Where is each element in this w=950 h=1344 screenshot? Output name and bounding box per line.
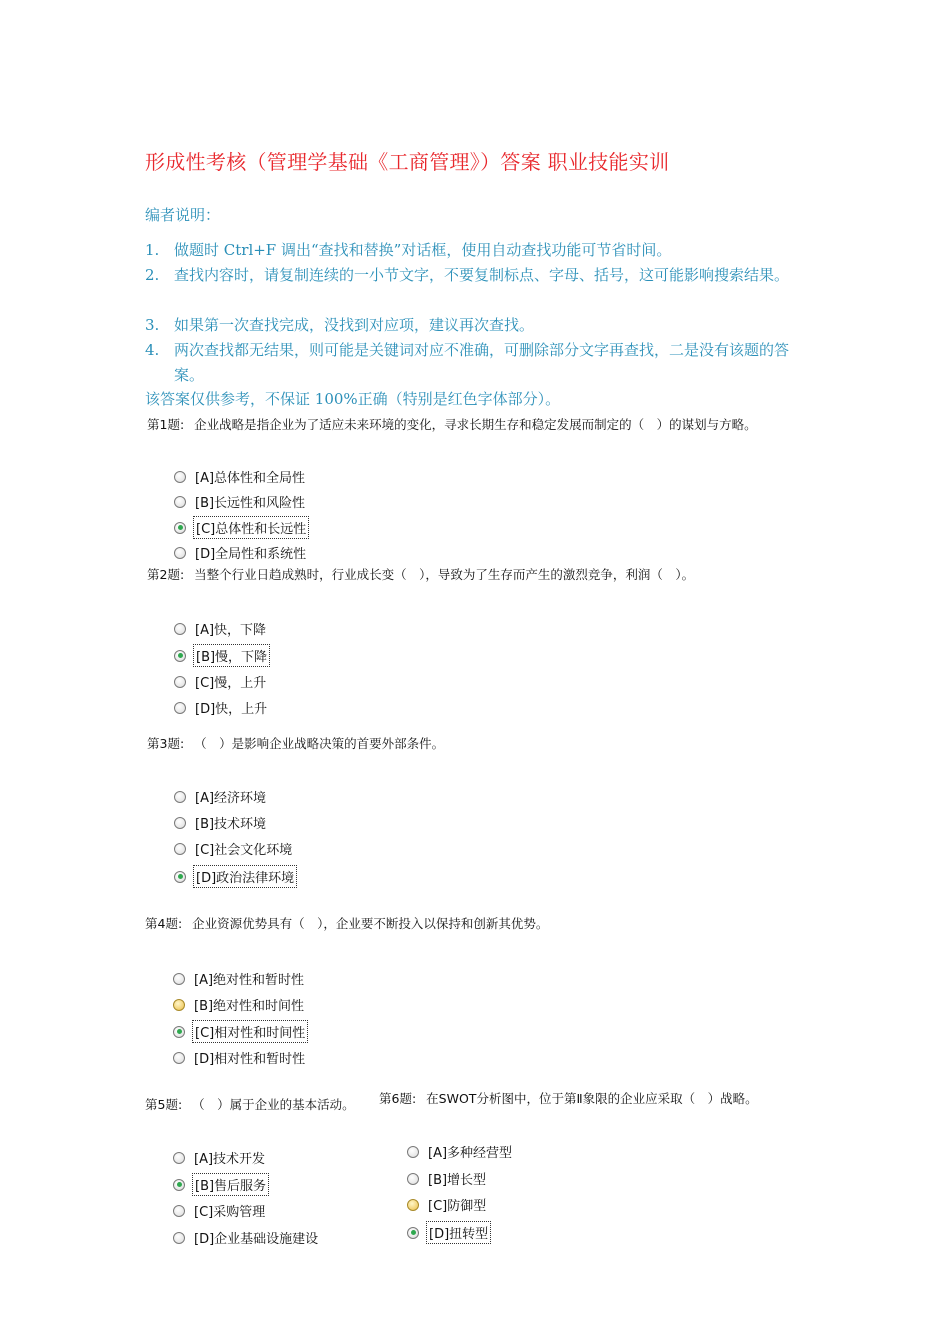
note-text: 两次查找都无结果，则可能是关键词对应不准确，可删除部分文字再查找，二是没有该题的答案。 <box>174 341 790 384</box>
question-3 <box>147 734 444 752</box>
option-row[interactable] <box>173 1047 307 1068</box>
option-row[interactable] <box>174 644 270 667</box>
question-number: 第1题: <box>147 417 185 432</box>
note-item <box>145 338 805 388</box>
radio-icon[interactable] <box>174 471 186 483</box>
option-label: [C]总体性和长远性 <box>193 516 309 539</box>
option-row[interactable] <box>174 671 268 692</box>
note-item <box>145 238 805 263</box>
question-text: 当整个行业日趋成熟时，行业成长变（ ），导致为了生存而产生的激烈竞争，利润（ ）。 <box>194 567 695 582</box>
option-label: [A]绝对性和暂时性 <box>194 973 305 988</box>
radio-icon[interactable] <box>174 791 186 803</box>
question-4 <box>145 914 548 932</box>
option-label: [A]快，下降 <box>195 623 267 638</box>
option-row[interactable] <box>173 968 306 989</box>
radio-icon[interactable] <box>174 496 186 508</box>
option-label: [A]总体性和全局性 <box>195 471 306 486</box>
note-text: 如果第一次查找完成，没找到对应项，建议再次查找。 <box>174 316 535 334</box>
option-label: [C]慢，上升 <box>195 676 267 691</box>
radio-icon[interactable] <box>173 973 185 985</box>
question-2 <box>147 565 694 583</box>
option-row[interactable] <box>407 1221 491 1244</box>
question-number: 第4题: <box>145 916 183 931</box>
note-number: 1. <box>145 241 160 259</box>
option-label: [B]慢，下降 <box>193 644 270 667</box>
document-title: 形成性考核（管理学基础《工商管理》）答案 职业技能实训 <box>145 150 670 174</box>
option-row[interactable] <box>174 786 268 807</box>
option-row[interactable] <box>174 697 269 718</box>
radio-icon[interactable] <box>174 676 186 688</box>
question-text: （ ）属于企业的基本活动。 <box>192 1097 355 1112</box>
option-row[interactable] <box>173 1020 308 1043</box>
option-label: [B]绝对性和时间性 <box>194 999 305 1014</box>
option-row[interactable] <box>174 865 297 888</box>
option-row[interactable] <box>173 1227 320 1248</box>
question-1 <box>147 415 757 433</box>
note-number: 4. <box>145 341 160 359</box>
option-row[interactable] <box>174 491 307 512</box>
option-label: [D]快，上升 <box>195 702 268 717</box>
option-label: [C]防御型 <box>428 1199 487 1214</box>
radio-checked-icon[interactable] <box>173 1026 185 1038</box>
option-row[interactable] <box>173 1173 269 1196</box>
note-number: 3. <box>145 316 160 334</box>
question-6 <box>379 1089 758 1107</box>
radio-checked-icon[interactable] <box>174 871 186 883</box>
radio-icon[interactable] <box>407 1199 419 1211</box>
radio-icon[interactable] <box>174 843 186 855</box>
question-text: 企业战略是指企业为了适应未来环境的变化，寻求长期生存和稳定发展而制定的（ ）的谋划与方略。 <box>194 417 757 432</box>
option-label: [B]增长型 <box>428 1173 487 1188</box>
option-label: [B]技术环境 <box>195 817 267 832</box>
radio-icon[interactable] <box>173 1052 185 1064</box>
radio-icon[interactable] <box>174 702 186 714</box>
option-row[interactable] <box>174 466 307 487</box>
radio-icon[interactable] <box>173 1152 185 1164</box>
question-number: 第2题: <box>147 567 185 582</box>
radio-icon[interactable] <box>174 817 186 829</box>
radio-icon[interactable] <box>174 547 186 559</box>
radio-icon[interactable] <box>174 623 186 635</box>
radio-checked-icon[interactable] <box>174 522 186 534</box>
option-row[interactable] <box>173 1200 267 1221</box>
radio-icon[interactable] <box>173 1205 185 1217</box>
option-row[interactable] <box>174 542 308 563</box>
radio-icon[interactable] <box>173 1232 185 1244</box>
option-label: [A]经济环境 <box>195 791 267 806</box>
radio-icon[interactable] <box>407 1173 419 1185</box>
option-label: [D]企业基础设施建设 <box>194 1232 319 1247</box>
option-row[interactable] <box>174 516 309 539</box>
radio-checked-icon[interactable] <box>174 650 186 662</box>
option-row[interactable] <box>173 994 306 1015</box>
editor-notes-heading: 编者说明： <box>145 206 221 224</box>
option-row[interactable] <box>174 618 268 639</box>
option-label: [D]全局性和系统性 <box>195 547 307 562</box>
option-label: [C]相对性和时间性 <box>192 1020 308 1043</box>
question-text: 在SWOT分析图中，位于第Ⅱ象限的企业应采取（ ）战略。 <box>426 1091 758 1106</box>
option-label: [B]长远性和风险性 <box>195 496 306 511</box>
radio-icon[interactable] <box>407 1146 419 1158</box>
option-label: [D]扭转型 <box>426 1221 491 1244</box>
note-text: 查找内容时，请复制连续的一小节文字，不要复制标点、字母、括号，这可能影响搜索结果。 <box>174 266 790 284</box>
option-label: [B]售后服务 <box>192 1173 269 1196</box>
option-row[interactable] <box>407 1141 514 1162</box>
radio-checked-icon[interactable] <box>173 1179 185 1191</box>
question-number: 第5题: <box>145 1097 183 1112</box>
option-label: [A]多种经营型 <box>428 1146 513 1161</box>
disclaimer: 该答案仅供参考，不保证 100%正确（特别是红色字体部分）。 <box>145 390 561 408</box>
question-number: 第6题: <box>379 1091 417 1106</box>
option-label: [C]采购管理 <box>194 1205 266 1220</box>
question-5 <box>145 1095 355 1113</box>
option-row[interactable] <box>174 838 294 859</box>
radio-icon[interactable] <box>173 999 185 1011</box>
question-text: （ ）是影响企业战略决策的首要外部条件。 <box>194 736 445 751</box>
option-row[interactable] <box>173 1147 267 1168</box>
option-label: [C]社会文化环境 <box>195 843 293 858</box>
option-row[interactable] <box>407 1194 488 1215</box>
option-row[interactable] <box>174 812 268 833</box>
option-row[interactable] <box>407 1168 488 1189</box>
note-text: 做题时 Ctrl+F 调出“查找和替换”对话框，使用自动查找功能可节省时间。 <box>174 241 672 259</box>
note-item <box>145 313 805 338</box>
question-number: 第3题: <box>147 736 185 751</box>
note-item <box>145 263 805 288</box>
option-label: [A]技术开发 <box>194 1152 266 1167</box>
option-label: [D]政治法律环境 <box>193 865 297 888</box>
radio-checked-icon[interactable] <box>407 1227 419 1239</box>
option-label: [D]相对性和暂时性 <box>194 1052 306 1067</box>
question-text: 企业资源优势具有（ ），企业要不断投入以保持和创新其优势。 <box>192 916 549 931</box>
note-number: 2. <box>145 266 160 284</box>
